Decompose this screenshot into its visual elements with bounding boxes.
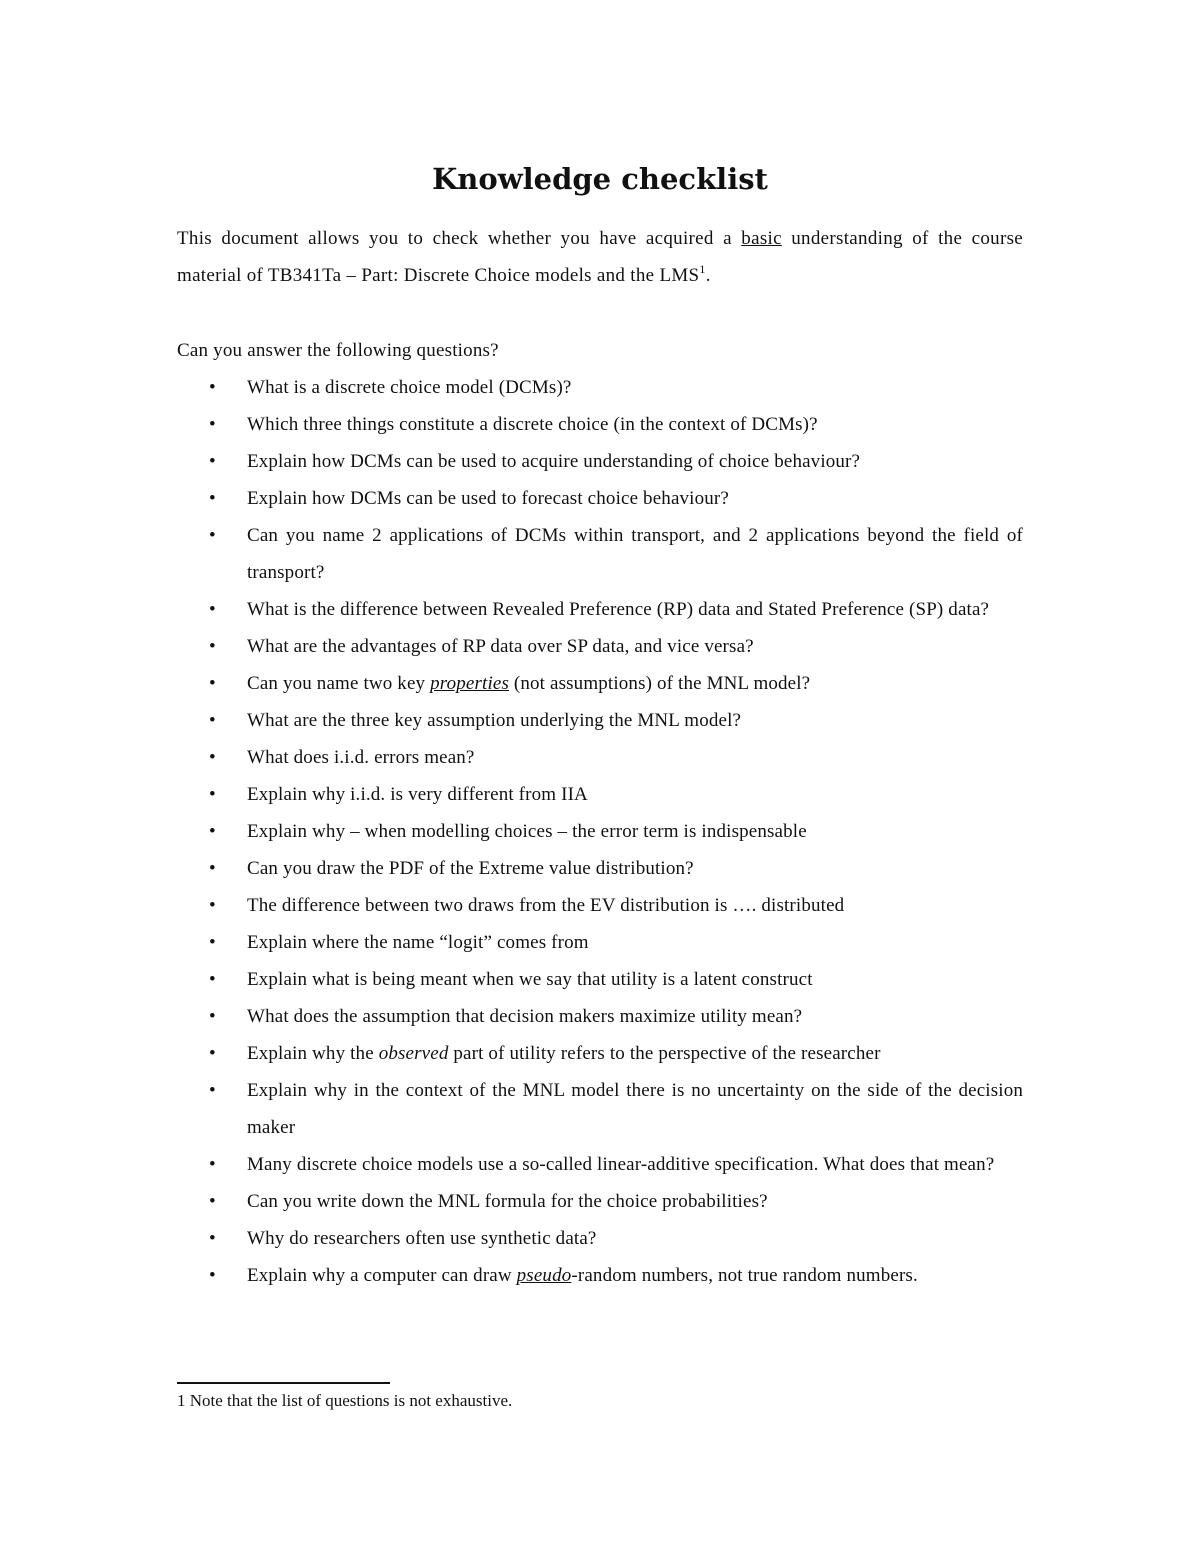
question-text — [247, 858, 694, 879]
question-text — [247, 488, 729, 509]
bullet-icon: • — [209, 895, 216, 916]
question-text — [247, 1043, 881, 1064]
list-item — [177, 480, 1023, 517]
question-text — [247, 1006, 802, 1027]
question-text-main: Can you draw the PDF of the Extreme value distribution? — [247, 858, 694, 879]
bullet-icon: • — [209, 599, 216, 620]
question-text — [247, 1080, 1023, 1138]
question-text-main: What is a discrete choice model (DCMs)? — [247, 377, 572, 398]
bullet-icon: • — [209, 821, 216, 842]
list-item — [177, 369, 1023, 406]
question-text-main: What are the three key assumption underlying the MNL model? — [247, 710, 742, 731]
intro-paragraph — [177, 220, 1023, 294]
question-text-main: Explain how DCMs can be used to forecast choice behaviour? — [247, 488, 729, 509]
list-item — [177, 887, 1023, 924]
footnote: 1 Note that the list of questions is not exhaustive. — [177, 1391, 513, 1410]
question-text-main: What are the advantages of RP data over SP data, and vice versa? — [247, 636, 754, 657]
list-item — [177, 1220, 1023, 1257]
question-text-tail: -random numbers, not true random numbers. — [571, 1265, 918, 1286]
question-text-main: Can you write down the MNL formula for the choice probabilities? — [247, 1191, 768, 1212]
list-item — [177, 813, 1023, 850]
list-item — [177, 998, 1023, 1035]
question-text-main: Can you name 2 applications of DCMs within transport, and 2 applications beyond the field of transport? — [247, 525, 1023, 583]
question-text — [247, 969, 813, 990]
list-item — [177, 776, 1023, 813]
emphasis-underlined: properties — [430, 673, 509, 694]
bullet-icon: • — [209, 1043, 216, 1064]
list-item — [177, 517, 1023, 591]
intro-text-before: This document allows you to check whether you have acquired a — [177, 228, 742, 249]
question-lead: Can you answer the following questions? — [177, 340, 499, 361]
list-item — [177, 406, 1023, 443]
question-text — [247, 784, 588, 805]
question-text-main: What does i.i.d. errors mean? — [247, 747, 475, 768]
question-text — [247, 1265, 918, 1286]
footnote-divider — [177, 1382, 390, 1384]
question-text-main: Explain where the name “logit” comes from — [247, 932, 589, 953]
question-text-main: Why do researchers often use synthetic data? — [247, 1228, 597, 1249]
list-item — [177, 1146, 1023, 1183]
bullet-icon: • — [209, 377, 216, 398]
emphasis-italic: observed — [378, 1043, 449, 1064]
bullet-icon: • — [209, 1154, 216, 1175]
list-item — [177, 850, 1023, 887]
footnote-reference: 1 — [699, 262, 706, 276]
list-item — [177, 1183, 1023, 1220]
bullet-icon: • — [209, 636, 216, 657]
question-text-main: The difference between two draws from the EV distribution is …. distributed — [247, 895, 845, 916]
bullet-icon: • — [209, 747, 216, 768]
question-list — [177, 369, 1023, 1294]
bullet-icon: • — [209, 488, 216, 509]
question-text-main: Many discrete choice models use a so-called linear-additive specification. What does that mean? — [247, 1154, 995, 1175]
list-item — [177, 591, 1023, 628]
question-text — [247, 747, 475, 768]
bullet-icon: • — [209, 710, 216, 731]
question-text — [247, 451, 860, 472]
question-text-main: Explain why in the context of the MNL model there is no uncertainty on the side of the decision maker — [247, 1080, 1023, 1138]
list-item — [177, 702, 1023, 739]
question-text-main: Which three things constitute a discrete choice (in the context of DCMs)? — [247, 414, 818, 435]
bullet-icon: • — [209, 414, 216, 435]
bullet-icon: • — [209, 969, 216, 990]
intro-text-after: understanding of the course material of TB341Ta – Part: Discrete Choice models and the LMS — [177, 228, 1024, 286]
list-item — [177, 1035, 1023, 1072]
question-text-main: Can you name two key — [247, 673, 431, 694]
bullet-icon: • — [209, 451, 216, 472]
bullet-icon: • — [209, 1228, 216, 1249]
bullet-icon: • — [209, 784, 216, 805]
list-item — [177, 1072, 1023, 1146]
question-text — [247, 710, 741, 731]
question-text-tail: (not assumptions) of the MNL model? — [509, 673, 811, 694]
bullet-icon: • — [209, 673, 216, 694]
question-text-main: Explain why – when modelling choices – the error term is indispensable — [247, 821, 807, 842]
list-item — [177, 961, 1023, 998]
bullet-icon: • — [209, 1006, 216, 1027]
question-text — [247, 1154, 994, 1175]
question-text — [247, 1228, 597, 1249]
question-text — [247, 599, 989, 620]
intro-underlined-word: basic — [741, 228, 782, 249]
question-text-main: Explain what is being meant when we say that utility is a latent construct — [247, 969, 813, 990]
question-text-main: Explain why the — [247, 1043, 379, 1064]
emphasis-underlined: pseudo — [516, 1265, 572, 1286]
bullet-icon: • — [209, 932, 216, 953]
question-text — [247, 673, 810, 694]
question-text — [247, 636, 754, 657]
question-text-tail: part of utility refers to the perspective of the researcher — [448, 1043, 881, 1064]
bullet-icon: • — [209, 1080, 216, 1101]
list-item — [177, 1257, 1023, 1294]
list-item — [177, 443, 1023, 480]
list-item — [177, 924, 1023, 961]
question-text — [247, 525, 1023, 583]
intro-text-end: . — [705, 265, 711, 286]
question-text-main: What does the assumption that decision makers maximize utility mean? — [247, 1006, 803, 1027]
bullet-icon: • — [209, 858, 216, 879]
page-title: Knowledge checklist — [432, 162, 768, 196]
question-text — [247, 932, 589, 953]
bullet-icon: • — [209, 1191, 216, 1212]
question-text-main: Explain why i.i.d. is very different from IIA — [247, 784, 588, 805]
question-text — [247, 895, 844, 916]
question-text-main: Explain how DCMs can be used to acquire understanding of choice behaviour? — [247, 451, 861, 472]
question-text — [247, 821, 807, 842]
list-item — [177, 628, 1023, 665]
bullet-icon: • — [209, 525, 216, 546]
question-text — [247, 414, 818, 435]
question-text-main: What is the difference between Revealed Preference (RP) data and Stated Preference (SP) data? — [247, 599, 990, 620]
list-item — [177, 739, 1023, 776]
bullet-icon: • — [209, 1265, 216, 1286]
list-item — [177, 665, 1023, 702]
question-text — [247, 1191, 768, 1212]
question-text-main: Explain why a computer can draw — [247, 1265, 517, 1286]
question-text — [247, 377, 572, 398]
